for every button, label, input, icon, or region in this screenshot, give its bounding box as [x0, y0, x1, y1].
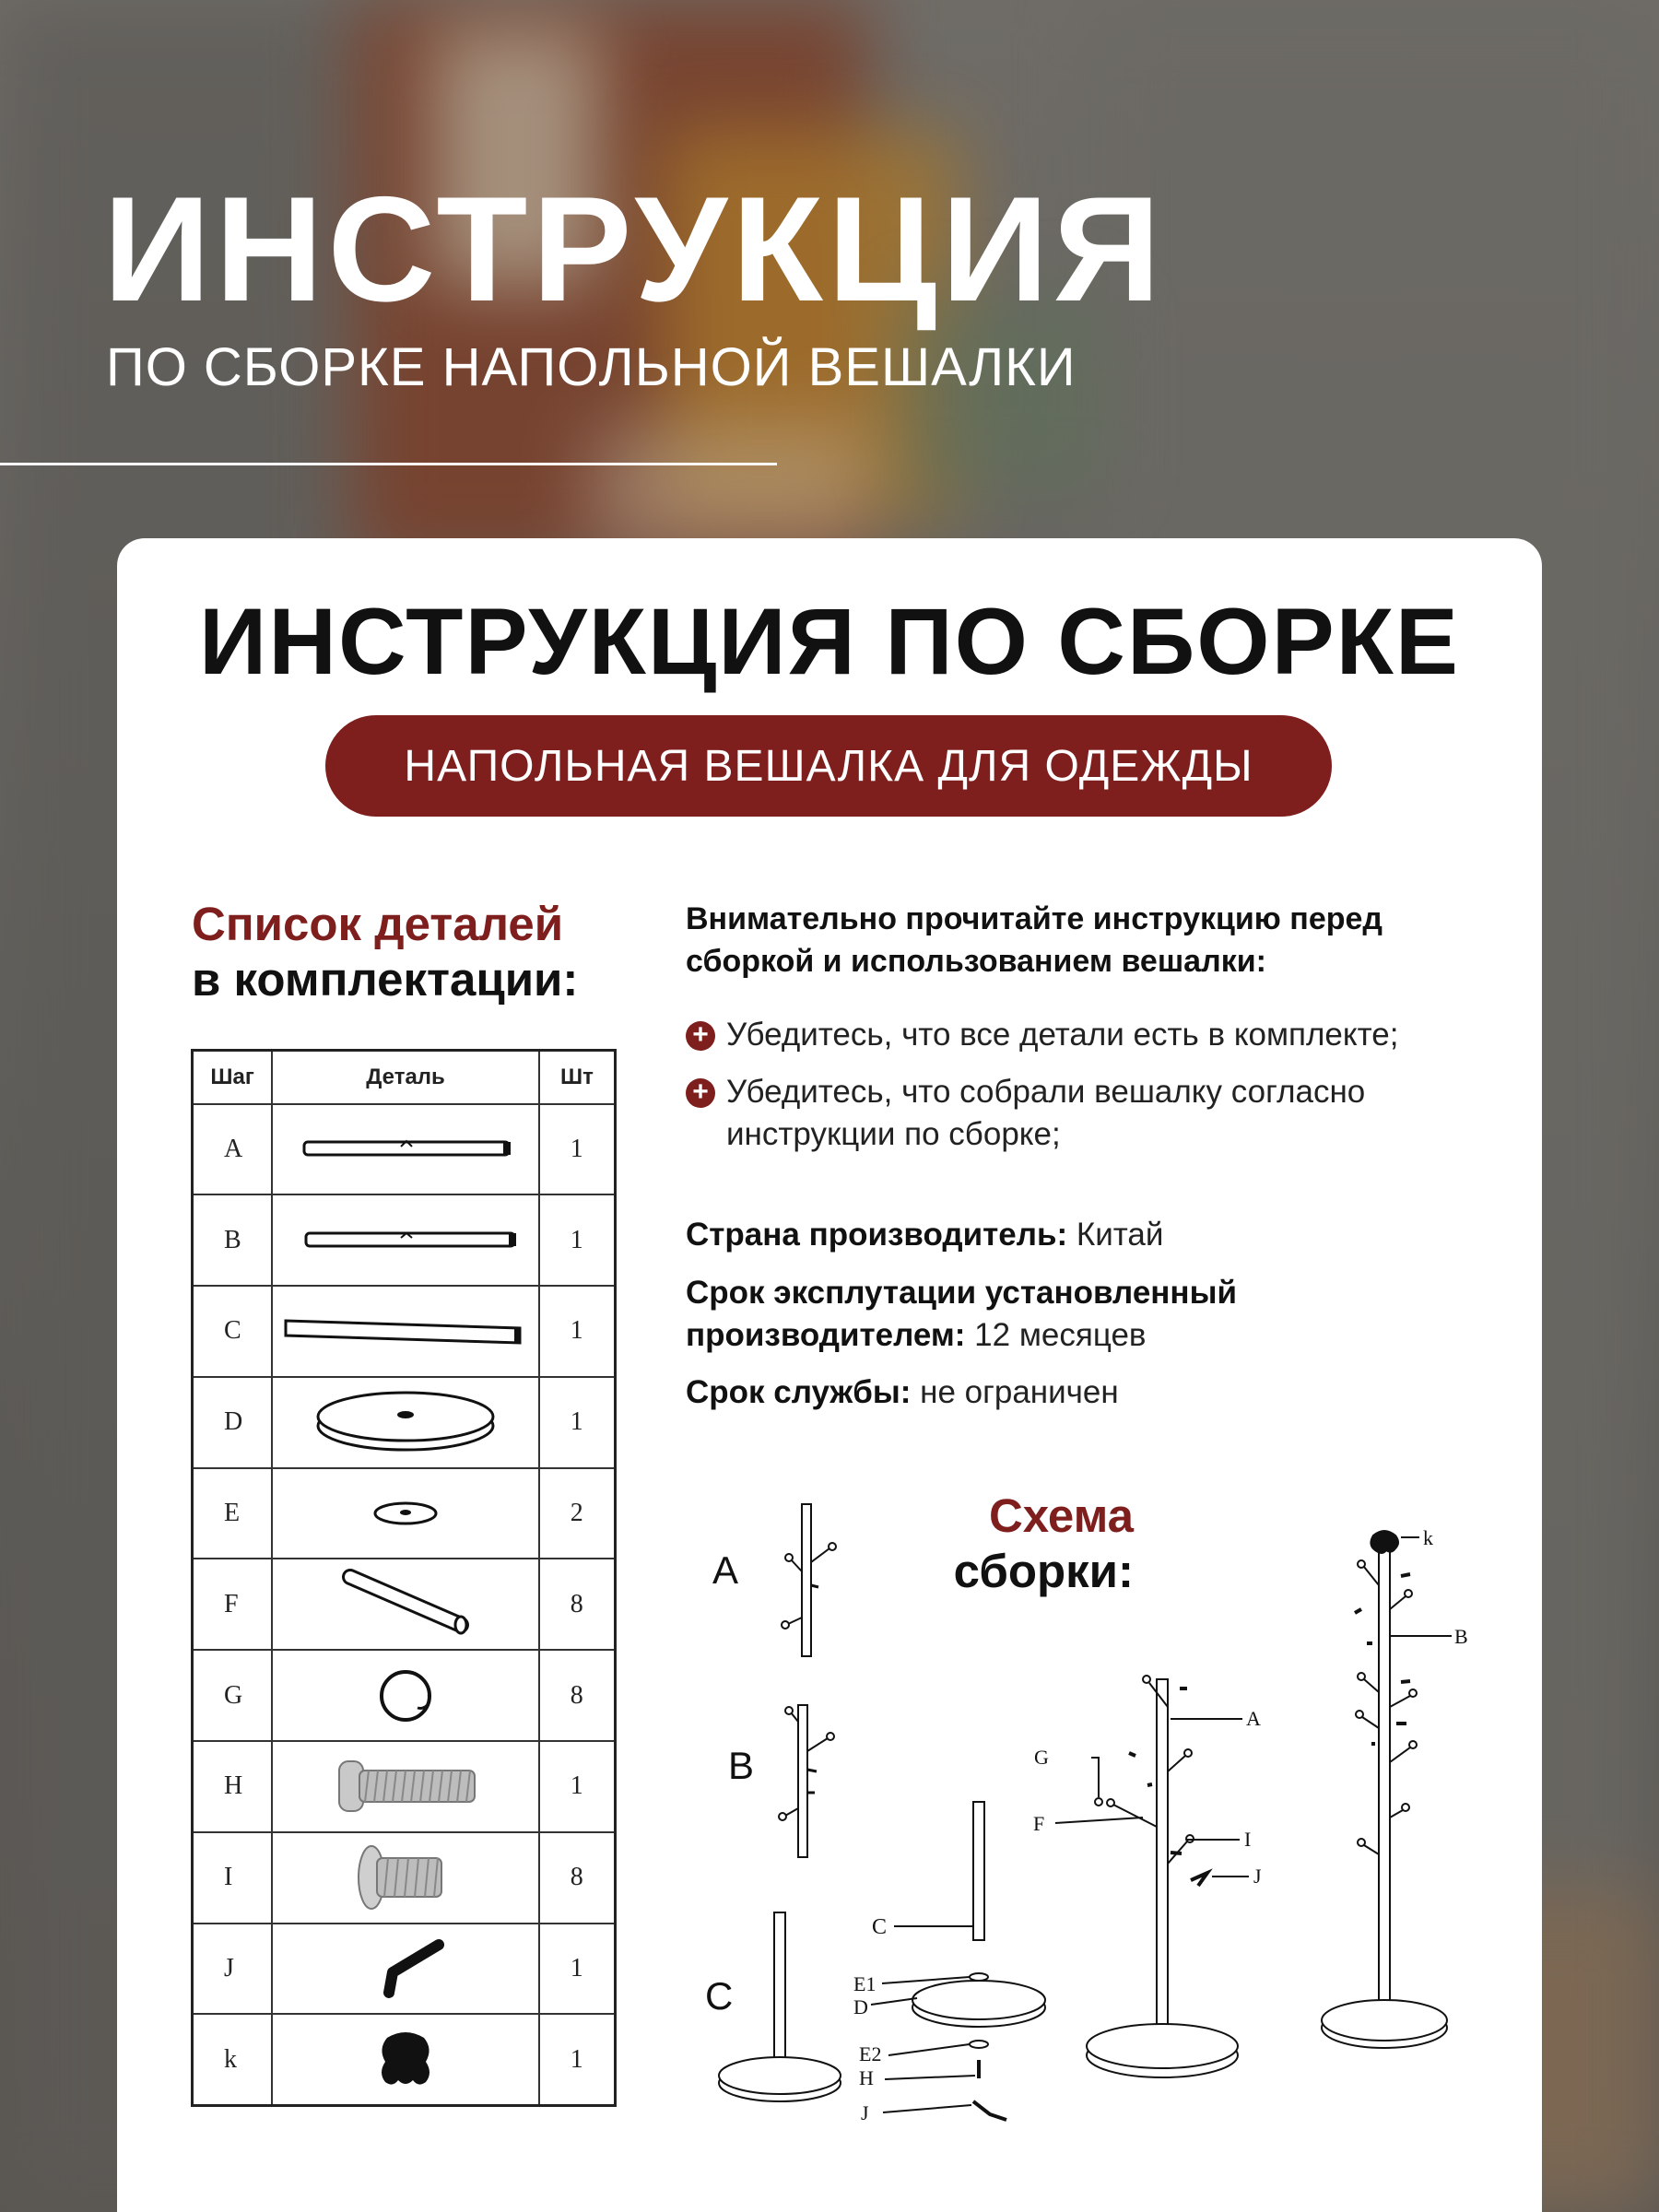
row-qty: 8 — [539, 1559, 616, 1650]
service-info — [686, 1371, 1515, 1414]
row-qty: 1 — [539, 2014, 616, 2105]
table-row — [193, 1104, 616, 1195]
label-i: I — [1244, 1828, 1252, 1851]
row-step: J — [193, 1924, 273, 2015]
row-step: k — [193, 2014, 273, 2105]
assembled-stand — [1322, 1526, 1468, 2048]
table-row — [193, 1832, 616, 1924]
exploded-base — [853, 1802, 1045, 2124]
term-info — [686, 1272, 1515, 1357]
term-value: 12 месяцев — [965, 1317, 1147, 1353]
list-item — [686, 1014, 1515, 1056]
label-j: J — [861, 2101, 869, 2124]
rod-short-icon — [272, 1104, 539, 1195]
row-step: C — [193, 1286, 273, 1377]
row-qty: 1 — [539, 1377, 616, 1468]
service-label: Срок службы: — [686, 1374, 912, 1410]
row-qty: 8 — [539, 1650, 616, 1741]
label-g: G — [1034, 1746, 1049, 1769]
parts-heading — [192, 897, 578, 1007]
col-qty: Шт — [539, 1051, 616, 1104]
table-row — [193, 1377, 616, 1468]
row-qty: 2 — [539, 1468, 616, 1559]
ball-cap-icon — [272, 1650, 539, 1741]
short-bolt-icon — [272, 1832, 539, 1924]
bullet-text: Убедитесь, что собрали вешалку согласно инструкции по сборке; — [726, 1074, 1366, 1152]
country-info — [686, 1214, 1515, 1256]
row-qty: 1 — [539, 1104, 616, 1195]
long-bolt-icon — [272, 1741, 539, 1832]
table-row — [193, 1194, 616, 1286]
col-part: Деталь — [272, 1051, 539, 1104]
service-value: не ограничен — [911, 1374, 1119, 1410]
row-step: G — [193, 1650, 273, 1741]
step-label-a: A — [712, 1548, 739, 1592]
list-item — [686, 1071, 1515, 1156]
table-row — [193, 1741, 616, 1832]
label-c: C — [871, 1915, 887, 1939]
parts-heading-red: Список деталей — [192, 898, 564, 950]
washer-icon — [272, 1468, 539, 1559]
scheme-heading-red: Схема — [988, 1489, 1134, 1542]
country-value: Китай — [1067, 1217, 1164, 1253]
peg-icon — [272, 1559, 539, 1650]
label-e2: E2 — [859, 2042, 882, 2065]
plus-icon: + — [686, 1078, 715, 1108]
step-label-c: C — [705, 1974, 734, 2018]
row-qty: 1 — [539, 1286, 616, 1377]
table-row — [193, 1559, 616, 1650]
row-qty: 1 — [539, 1741, 616, 1832]
plus-icon: + — [686, 1021, 715, 1051]
rod-short-icon — [272, 1194, 539, 1286]
label-d: D — [853, 1995, 868, 2018]
country-label: Страна производитель: — [686, 1217, 1068, 1253]
intro-text: Внимательно прочитайте инструкцию перед сборкой и использованием вешалки: — [686, 901, 1382, 979]
label-e1: E1 — [853, 1972, 877, 1995]
row-step: A — [193, 1104, 273, 1195]
label-h: H — [859, 2066, 874, 2089]
row-step: D — [193, 1377, 273, 1468]
label-b: B — [1454, 1625, 1468, 1648]
hero-divider — [0, 463, 777, 465]
term-label: Срок эксплутации установленный производителем: — [686, 1275, 1237, 1353]
table-row — [193, 2014, 616, 2105]
row-step: E — [193, 1468, 273, 1559]
card-title: ИНСТРУКЦИЯ ПО СБОРКЕ — [199, 589, 1460, 694]
parts-table-header — [193, 1051, 616, 1104]
parts-table — [191, 1049, 617, 2107]
partial-stand — [1033, 1676, 1262, 2077]
row-qty: 1 — [539, 1924, 616, 2015]
label-f: F — [1033, 1812, 1045, 1835]
rod-long-icon — [272, 1286, 539, 1377]
step-c-stand — [719, 1912, 841, 2101]
row-qty: 8 — [539, 1832, 616, 1924]
step-label-b: B — [728, 1744, 755, 1787]
hero-subtitle: ПО СБОРКЕ НАПОЛЬНОЙ ВЕШАЛКИ — [106, 337, 1077, 397]
row-step: H — [193, 1741, 273, 1832]
assembly-diagram — [682, 1475, 1512, 2138]
table-row — [193, 1650, 616, 1741]
top-cap-icon — [272, 2014, 539, 2105]
row-step: I — [193, 1832, 273, 1924]
hex-key-icon — [272, 1924, 539, 2015]
table-row — [193, 1286, 616, 1377]
product-pill: НАПОЛЬНАЯ ВЕШАЛКА ДЛЯ ОДЕЖДЫ — [325, 715, 1332, 817]
label-a: A — [1246, 1707, 1261, 1730]
row-step: F — [193, 1559, 273, 1650]
step-a-pole — [782, 1504, 836, 1656]
row-qty: 1 — [539, 1194, 616, 1286]
bullet-text: Убедитесь, что все детали есть в комплекте; — [726, 1017, 1399, 1053]
checklist — [686, 1014, 1515, 1171]
table-row — [193, 1468, 616, 1559]
col-step: Шаг — [193, 1051, 273, 1104]
table-row — [193, 1924, 616, 2015]
step-b-pole — [779, 1705, 834, 1857]
base-disc-icon — [272, 1377, 539, 1468]
parts-heading-black: в комплектации: — [192, 953, 579, 1006]
label-k: k — [1423, 1526, 1433, 1549]
hero-title: ИНСТРУКЦИЯ — [103, 166, 1166, 333]
row-step: B — [193, 1194, 273, 1286]
label-j-right: J — [1253, 1865, 1262, 1888]
scheme-heading-black: сборки: — [953, 1545, 1134, 1597]
